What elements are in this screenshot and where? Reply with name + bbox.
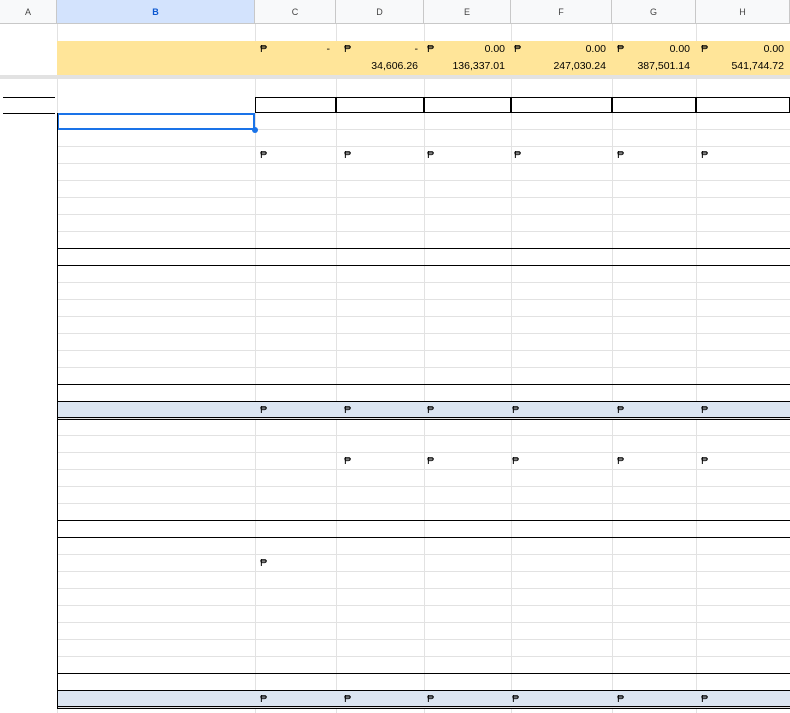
value-cell[interactable] xyxy=(511,215,612,232)
value-cell[interactable] xyxy=(612,657,696,674)
row-label xyxy=(61,555,253,572)
value-cell[interactable] xyxy=(612,351,696,368)
rule-line xyxy=(57,113,58,708)
value-cell[interactable] xyxy=(336,164,424,181)
value-cell[interactable] xyxy=(424,385,511,402)
value-cell[interactable] xyxy=(424,334,511,351)
value-cell[interactable] xyxy=(511,351,612,368)
period-header-0 xyxy=(255,97,336,113)
value-cell[interactable] xyxy=(612,385,696,402)
value-cell[interactable] xyxy=(696,640,790,657)
value-cell[interactable] xyxy=(424,589,511,606)
value-cell[interactable] xyxy=(696,504,790,521)
value-cell[interactable] xyxy=(612,674,696,691)
value-cell[interactable] xyxy=(511,419,612,436)
value-cell[interactable] xyxy=(424,640,511,657)
balance-check-cell: 0.00 xyxy=(585,43,606,55)
peso-sign: ₱ xyxy=(701,404,709,416)
peso-sign: ₱ xyxy=(701,43,709,55)
column-header-d[interactable]: D xyxy=(336,0,424,24)
value-cell[interactable] xyxy=(696,130,790,147)
value-cell[interactable] xyxy=(696,232,790,249)
value-cell[interactable] xyxy=(696,487,790,504)
income-check-cell xyxy=(255,58,336,75)
value-cell[interactable] xyxy=(255,283,336,300)
value-cell[interactable] xyxy=(424,504,511,521)
value-cell[interactable] xyxy=(336,623,424,640)
value-cell[interactable] xyxy=(511,657,612,674)
peso-sign: ₱ xyxy=(617,455,625,467)
row-label xyxy=(61,504,253,521)
value-cell[interactable] xyxy=(696,657,790,674)
value-cell[interactable] xyxy=(336,436,424,453)
row-label xyxy=(61,623,253,640)
value-cell[interactable] xyxy=(511,164,612,181)
row-label xyxy=(61,606,253,623)
note-ref xyxy=(0,215,57,232)
value-cell[interactable] xyxy=(255,572,336,589)
value-cell[interactable] xyxy=(696,300,790,317)
value-cell[interactable] xyxy=(696,606,790,623)
period-header-5 xyxy=(696,97,790,113)
row-label xyxy=(61,334,253,351)
value-cell[interactable] xyxy=(511,606,612,623)
value-cell[interactable] xyxy=(255,453,336,470)
grid-line xyxy=(0,75,790,79)
value-cell[interactable] xyxy=(424,572,511,589)
note-ref xyxy=(0,351,57,368)
peso-sign: ₱ xyxy=(344,455,352,467)
peso-sign: ₱ xyxy=(617,43,625,55)
value-cell[interactable] xyxy=(696,317,790,334)
peso-sign: ₱ xyxy=(514,149,522,161)
value-cell[interactable] xyxy=(511,623,612,640)
income-check-cell: 34,606.26 xyxy=(371,60,418,72)
value-cell[interactable] xyxy=(255,606,336,623)
value-cell[interactable] xyxy=(255,436,336,453)
column-header-e[interactable]: E xyxy=(424,0,511,24)
value-cell[interactable] xyxy=(612,538,696,555)
column-header-g[interactable]: G xyxy=(612,0,696,24)
value-cell[interactable] xyxy=(612,164,696,181)
value-cell[interactable] xyxy=(255,300,336,317)
value-cell[interactable] xyxy=(424,674,511,691)
note-ref xyxy=(0,300,57,317)
income-check-cell: 541,744.72 xyxy=(731,60,784,72)
value-cell[interactable] xyxy=(696,266,790,283)
row-label xyxy=(61,300,253,317)
value-cell[interactable] xyxy=(511,640,612,657)
value-cell[interactable] xyxy=(511,249,612,266)
value-cell[interactable] xyxy=(336,385,424,402)
peso-sign: ₱ xyxy=(344,43,352,55)
value-cell[interactable] xyxy=(255,198,336,215)
value-cell[interactable] xyxy=(336,487,424,504)
balance-check-cell: - xyxy=(414,43,418,55)
value-cell[interactable] xyxy=(336,266,424,283)
value-cell[interactable] xyxy=(336,249,424,266)
balance-check-cell: 0.00 xyxy=(669,43,690,55)
row-label xyxy=(61,572,253,589)
value-cell[interactable] xyxy=(612,215,696,232)
value-cell[interactable] xyxy=(612,487,696,504)
value-cell[interactable] xyxy=(255,232,336,249)
value-cell[interactable] xyxy=(612,436,696,453)
value-cell[interactable] xyxy=(255,470,336,487)
value-cell[interactable] xyxy=(696,368,790,385)
value-cell[interactable] xyxy=(255,164,336,181)
peso-sign: ₱ xyxy=(260,557,268,569)
note-ref xyxy=(0,317,57,334)
peso-sign: ₱ xyxy=(427,149,435,161)
row-label xyxy=(61,385,253,402)
value-cell[interactable] xyxy=(696,164,790,181)
income-check-cell: 387,501.14 xyxy=(637,60,690,72)
value-cell[interactable] xyxy=(336,334,424,351)
period-header-4 xyxy=(612,97,696,113)
value-cell[interactable] xyxy=(424,487,511,504)
value-cell[interactable] xyxy=(336,130,424,147)
value-cell[interactable] xyxy=(255,334,336,351)
value-cell[interactable] xyxy=(612,521,696,538)
value-cell[interactable] xyxy=(696,419,790,436)
value-cell[interactable] xyxy=(336,606,424,623)
value-cell[interactable] xyxy=(511,521,612,538)
column-header-b[interactable]: B xyxy=(57,0,255,24)
peso-sign: ₱ xyxy=(701,693,709,705)
value-cell[interactable] xyxy=(336,215,424,232)
row-label xyxy=(61,317,253,334)
value-cell[interactable] xyxy=(511,113,612,130)
value-cell[interactable] xyxy=(612,130,696,147)
value-cell[interactable] xyxy=(612,470,696,487)
value-cell[interactable] xyxy=(255,130,336,147)
value-cell[interactable] xyxy=(424,283,511,300)
peso-sign: ₱ xyxy=(512,455,520,467)
value-cell[interactable] xyxy=(255,113,336,130)
column-header-a[interactable]: A xyxy=(0,0,57,24)
note-ref xyxy=(0,164,57,181)
row-label xyxy=(61,232,253,249)
value-cell[interactable] xyxy=(612,419,696,436)
row-label xyxy=(61,521,253,538)
value-cell[interactable] xyxy=(336,317,424,334)
value-cell[interactable] xyxy=(612,589,696,606)
peso-sign: ₱ xyxy=(427,455,435,467)
value-cell[interactable] xyxy=(511,572,612,589)
balance-check-cell: - xyxy=(326,43,330,55)
balance-check-cell: 0.00 xyxy=(763,43,784,55)
row-label xyxy=(61,164,253,181)
value-cell[interactable] xyxy=(696,283,790,300)
value-cell[interactable] xyxy=(612,334,696,351)
note-ref xyxy=(0,453,57,470)
row-label xyxy=(61,657,253,674)
value-cell[interactable] xyxy=(336,589,424,606)
value-cell[interactable] xyxy=(511,538,612,555)
value-cell[interactable] xyxy=(424,521,511,538)
value-cell[interactable] xyxy=(511,504,612,521)
value-cell[interactable] xyxy=(696,198,790,215)
value-cell[interactable] xyxy=(336,232,424,249)
value-cell[interactable] xyxy=(424,657,511,674)
value-cell[interactable] xyxy=(336,181,424,198)
value-cell[interactable] xyxy=(511,130,612,147)
value-cell[interactable] xyxy=(336,351,424,368)
value-cell[interactable] xyxy=(255,249,336,266)
value-cell[interactable] xyxy=(336,538,424,555)
value-cell[interactable] xyxy=(612,317,696,334)
value-cell[interactable] xyxy=(696,589,790,606)
value-cell[interactable] xyxy=(696,555,790,572)
value-cell[interactable] xyxy=(511,453,612,470)
peso-sign: ₱ xyxy=(617,149,625,161)
income-check-cell: 247,030.24 xyxy=(553,60,606,72)
peso-sign: ₱ xyxy=(514,43,522,55)
notes-header xyxy=(3,97,55,114)
value-cell[interactable] xyxy=(424,419,511,436)
value-cell[interactable] xyxy=(612,368,696,385)
row-label xyxy=(61,181,253,198)
value-cell[interactable] xyxy=(424,351,511,368)
value-cell[interactable] xyxy=(612,283,696,300)
value-cell[interactable] xyxy=(696,572,790,589)
value-cell[interactable] xyxy=(424,164,511,181)
peso-sign: ₱ xyxy=(512,404,520,416)
value-cell[interactable] xyxy=(255,215,336,232)
value-cell[interactable] xyxy=(424,555,511,572)
income-statement-label xyxy=(61,58,251,75)
peso-sign: ₱ xyxy=(260,404,268,416)
row-label xyxy=(61,130,253,147)
value-cell[interactable] xyxy=(511,555,612,572)
peso-sign: ₱ xyxy=(260,693,268,705)
value-cell[interactable] xyxy=(511,232,612,249)
value-cell[interactable] xyxy=(255,368,336,385)
value-cell[interactable] xyxy=(424,232,511,249)
note-ref xyxy=(0,198,57,215)
value-cell[interactable] xyxy=(424,147,511,164)
value-cell[interactable] xyxy=(511,487,612,504)
value-cell[interactable] xyxy=(336,283,424,300)
value-cell[interactable] xyxy=(424,130,511,147)
value-cell[interactable] xyxy=(696,215,790,232)
value-cell[interactable] xyxy=(424,300,511,317)
column-header-h[interactable]: H xyxy=(696,0,790,24)
value-cell[interactable] xyxy=(612,181,696,198)
value-cell[interactable] xyxy=(255,181,336,198)
value-cell[interactable] xyxy=(511,368,612,385)
value-cell[interactable] xyxy=(336,504,424,521)
value-cell[interactable] xyxy=(612,198,696,215)
peso-sign: ₱ xyxy=(427,43,435,55)
value-cell[interactable] xyxy=(336,555,424,572)
value-cell[interactable] xyxy=(255,504,336,521)
row-label xyxy=(61,266,253,283)
value-cell[interactable] xyxy=(696,113,790,130)
value-cell[interactable] xyxy=(336,470,424,487)
column-header-f[interactable]: F xyxy=(511,0,612,24)
value-cell[interactable] xyxy=(255,317,336,334)
value-cell[interactable] xyxy=(612,266,696,283)
value-cell[interactable] xyxy=(255,538,336,555)
value-cell[interactable] xyxy=(696,538,790,555)
note-ref xyxy=(0,283,57,300)
row-label xyxy=(61,538,253,555)
value-cell[interactable] xyxy=(612,572,696,589)
value-cell[interactable] xyxy=(336,640,424,657)
balance-check-cell: 0.00 xyxy=(484,43,505,55)
value-cell[interactable] xyxy=(255,385,336,402)
note-ref xyxy=(0,181,57,198)
value-cell[interactable] xyxy=(696,436,790,453)
value-cell[interactable] xyxy=(424,249,511,266)
peso-sign: ₱ xyxy=(617,404,625,416)
value-cell[interactable] xyxy=(696,674,790,691)
value-cell[interactable] xyxy=(511,266,612,283)
value-cell[interactable] xyxy=(511,436,612,453)
value-cell[interactable] xyxy=(696,470,790,487)
value-cell[interactable] xyxy=(255,487,336,504)
value-cell[interactable] xyxy=(336,113,424,130)
value-cell[interactable] xyxy=(336,572,424,589)
note-ref xyxy=(0,470,57,487)
peso-sign: ₱ xyxy=(260,43,268,55)
value-cell[interactable] xyxy=(336,674,424,691)
peso-sign: ₱ xyxy=(427,404,435,416)
double-rule xyxy=(57,706,790,709)
peso-sign: ₱ xyxy=(344,404,352,416)
row-label xyxy=(61,147,253,164)
row-label xyxy=(61,419,253,436)
value-cell[interactable] xyxy=(424,317,511,334)
row-label xyxy=(61,589,253,606)
value-cell[interactable] xyxy=(511,589,612,606)
row-label xyxy=(61,368,253,385)
value-cell[interactable] xyxy=(612,249,696,266)
value-cell[interactable] xyxy=(511,181,612,198)
peso-sign: ₱ xyxy=(427,693,435,705)
peso-sign: ₱ xyxy=(701,455,709,467)
value-cell[interactable] xyxy=(424,368,511,385)
row-label xyxy=(61,249,253,266)
value-cell[interactable] xyxy=(424,181,511,198)
value-cell[interactable] xyxy=(696,623,790,640)
peso-sign: ₱ xyxy=(701,149,709,161)
peso-sign: ₱ xyxy=(260,149,268,161)
value-cell[interactable] xyxy=(696,521,790,538)
value-cell[interactable] xyxy=(255,674,336,691)
value-cell[interactable] xyxy=(424,113,511,130)
value-cell[interactable] xyxy=(255,521,336,538)
value-cell[interactable] xyxy=(255,623,336,640)
value-cell[interactable] xyxy=(255,351,336,368)
value-cell[interactable] xyxy=(612,623,696,640)
peso-sign: ₱ xyxy=(512,693,520,705)
value-cell[interactable] xyxy=(336,368,424,385)
balance-sheet-label xyxy=(61,41,251,58)
row-label xyxy=(61,640,253,657)
value-cell[interactable] xyxy=(511,470,612,487)
row-label xyxy=(61,487,253,504)
value-cell[interactable] xyxy=(612,300,696,317)
period-header-3 xyxy=(511,97,612,113)
value-cell[interactable] xyxy=(424,453,511,470)
row-label xyxy=(61,351,253,368)
selected-cell[interactable] xyxy=(57,113,255,130)
value-cell[interactable] xyxy=(424,215,511,232)
peso-sign: ₱ xyxy=(344,693,352,705)
value-cell[interactable] xyxy=(696,334,790,351)
value-cell[interactable] xyxy=(255,419,336,436)
value-cell[interactable] xyxy=(696,181,790,198)
value-cell[interactable] xyxy=(511,334,612,351)
income-check-cell: 136,337.01 xyxy=(452,60,505,72)
value-cell[interactable] xyxy=(255,657,336,674)
value-cell[interactable] xyxy=(336,198,424,215)
value-cell[interactable] xyxy=(424,198,511,215)
value-cell[interactable] xyxy=(511,147,612,164)
value-cell[interactable] xyxy=(511,317,612,334)
value-cell[interactable] xyxy=(255,266,336,283)
value-cell[interactable] xyxy=(511,198,612,215)
value-cell[interactable] xyxy=(696,249,790,266)
value-cell[interactable] xyxy=(511,385,612,402)
value-cell[interactable] xyxy=(424,623,511,640)
value-cell[interactable] xyxy=(511,300,612,317)
value-cell[interactable] xyxy=(255,640,336,657)
row-label xyxy=(61,674,253,691)
value-cell[interactable] xyxy=(612,640,696,657)
peso-sign: ₱ xyxy=(617,693,625,705)
value-cell[interactable] xyxy=(612,555,696,572)
period-header-2 xyxy=(424,97,511,113)
value-cell[interactable] xyxy=(696,385,790,402)
value-cell[interactable] xyxy=(424,436,511,453)
row-label xyxy=(61,198,253,215)
value-cell[interactable] xyxy=(511,283,612,300)
row-label xyxy=(61,470,253,487)
row-label xyxy=(61,436,253,453)
value-cell[interactable] xyxy=(424,538,511,555)
value-cell[interactable] xyxy=(612,232,696,249)
period-header-1 xyxy=(336,97,424,113)
value-cell[interactable] xyxy=(255,589,336,606)
column-header-c[interactable]: C xyxy=(255,0,336,24)
value-cell[interactable] xyxy=(612,504,696,521)
value-cell[interactable] xyxy=(336,419,424,436)
value-cell[interactable] xyxy=(612,606,696,623)
peso-sign: ₱ xyxy=(344,149,352,161)
value-cell[interactable] xyxy=(336,657,424,674)
value-cell[interactable] xyxy=(511,674,612,691)
value-cell[interactable] xyxy=(424,470,511,487)
value-cell[interactable] xyxy=(424,606,511,623)
row-label xyxy=(61,283,253,300)
value-cell[interactable] xyxy=(424,266,511,283)
value-cell[interactable] xyxy=(696,351,790,368)
value-cell[interactable] xyxy=(612,113,696,130)
value-cell[interactable] xyxy=(336,521,424,538)
row-label xyxy=(61,453,253,470)
row-label xyxy=(61,215,253,232)
value-cell[interactable] xyxy=(336,300,424,317)
